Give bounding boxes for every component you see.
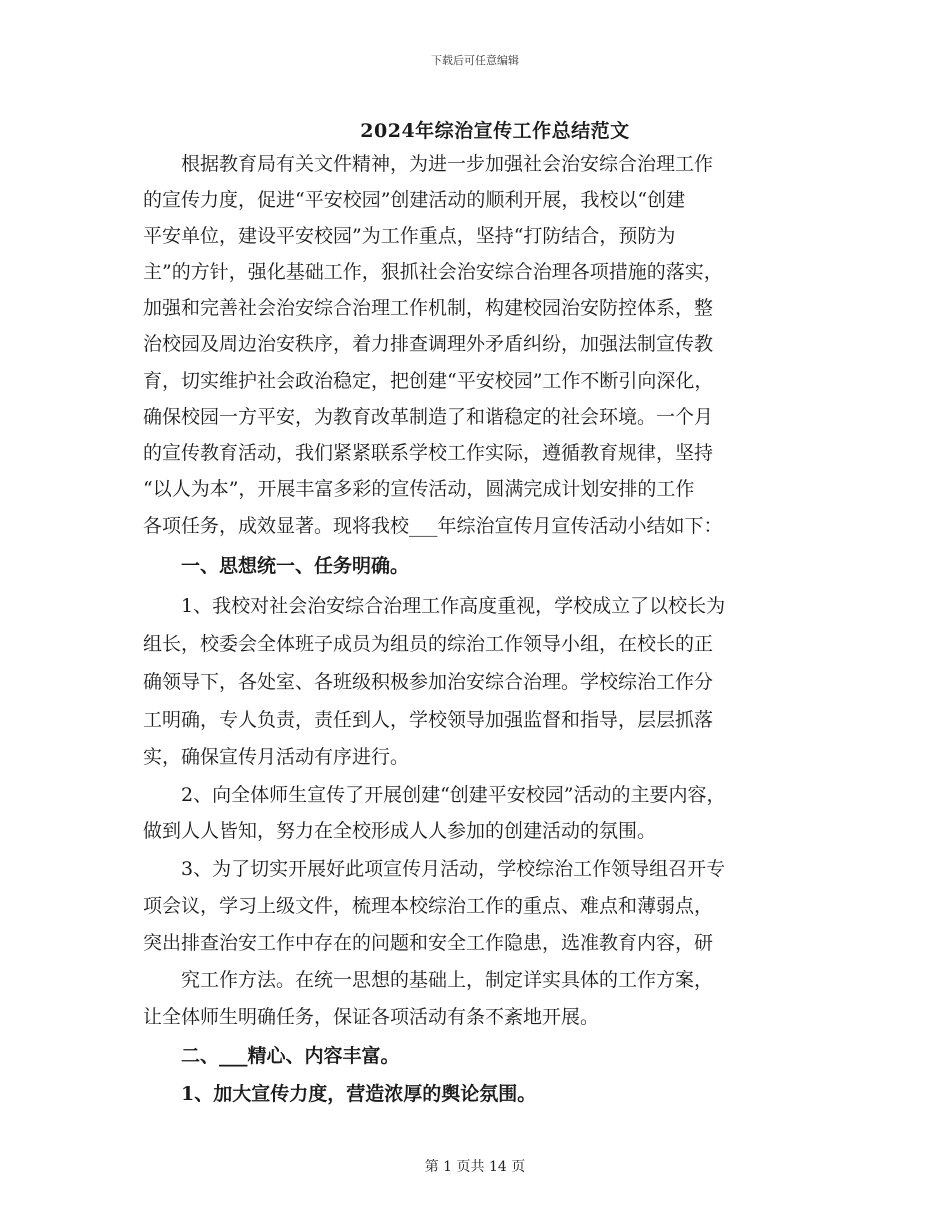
body-line-16: 实，确保宣传月活动有序进行。: [143, 746, 410, 768]
body-line-21: 突出排查治安工作中存在的问题和安全工作隐患，选准教育内容，研: [143, 932, 714, 954]
body-line-22: 究工作方法。在统一思想的基础上，制定详实具体的工作方案，: [143, 969, 714, 991]
body-line-10: “以人为本”，开展丰富多彩的宣传活动，圆满完成计划安排的工作: [143, 478, 695, 500]
body-line-13: 组长，校委会全体班子成员为组员的综治工作领导小组，在校长的正: [143, 633, 714, 655]
page-header: 下载后可任意编辑: [431, 54, 519, 67]
body-line-18: 做到人人皆知，努力在全校形成人人参加的创建活动的氛围。: [143, 820, 657, 842]
body-line-17: 2、向全体师生宣传了开展创建“创建平安校园”活动的主要内容，: [143, 784, 726, 806]
section-heading-1: 一、思想统一、任务明确。: [143, 555, 410, 577]
body-line-3: 平安单位，建设平安校园”为工作重点，坚持“打防结合，预防为: [143, 225, 676, 247]
body-line-20: 项会议，学习上级文件，梳理本校综治工作的重点、难点和薄弱点，: [143, 895, 714, 917]
page-number: 第 1 页共 14 页: [424, 1159, 526, 1175]
document-title: 2024年综治宣传工作总结范文: [360, 120, 630, 142]
body-line-6: 治校园及周边治安秩序，着力排查调理外矛盾纠纷，加强法制宣传教: [143, 333, 714, 355]
body-line-14: 确领导下，各处室、各班级积极参加治安综合治理。学校综治工作分: [143, 671, 714, 693]
body-line-23: 让全体师生明确任务，保证各项活动有条不紊地开展。: [143, 1006, 600, 1028]
body-line-7: 育，切实维护社会政治稳定，把创建“平安校园”工作不断引向深化，: [143, 370, 714, 392]
body-line-1: 根据教育局有关文件精神，为进一步加强社会治安综合治理工作: [143, 153, 714, 175]
subsection-heading: 1、加大宣传力度，营造浓厚的舆论氛围。: [143, 1083, 537, 1105]
body-line-19: 3、为了切实开展好此项宣传月活动，学校综治工作领导组召开专: [143, 858, 726, 880]
body-line-8: 确保校园一方平安，为教育改革制造了和谐稳定的社会环境。一个月: [143, 406, 714, 428]
section-heading-2: 二、___精心、内容丰富。: [143, 1045, 400, 1067]
body-line-11: 各项任务，成效显著。现将我校___年综治宣传月宣传活动小结如下：: [143, 515, 723, 537]
body-line-2: 的宣传力度，促进“平安校园”创建活动的顺利开展，我校以“创建: [143, 189, 686, 211]
body-line-9: 的宣传教育活动，我们紧紧联系学校工作实际，遵循教育规律，坚持: [143, 442, 714, 464]
body-line-12: 1、我校对社会治安综合治理工作高度重视，学校成立了以校长为: [143, 595, 726, 617]
body-line-5: 加强和完善社会治安综合治理工作机制，构建校园治安防控体系，整: [143, 297, 714, 319]
body-line-15: 工明确，专人负责，责任到人，学校领导加强监督和指导，层层抓落: [143, 709, 714, 731]
body-line-4: 主”的方针，强化基础工作，狠抓社会治安综合治理各项措施的落实，: [143, 261, 723, 283]
